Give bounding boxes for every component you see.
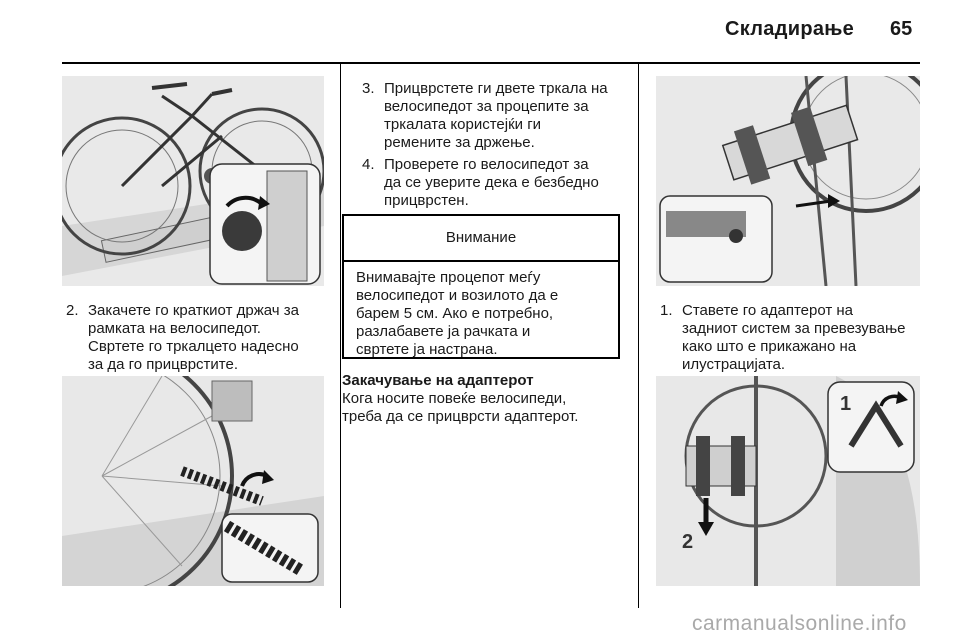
section-line-1: Кога носите повеќе велосипеди, xyxy=(342,390,567,407)
column-divider-right xyxy=(638,64,639,608)
warning-box xyxy=(342,214,620,359)
warning-body xyxy=(344,262,618,359)
warning-title: Внимание xyxy=(344,216,618,262)
step-2-line-2: рамката на велосипедот. xyxy=(88,320,261,337)
step-1-line-2: задниот систем за превезување xyxy=(682,320,906,337)
figure-label-1: 1 xyxy=(840,393,852,415)
step-2-number: 2. xyxy=(66,302,79,319)
warning-line-4: разлабавете ја рачката и xyxy=(356,323,531,340)
step-4-line-2: да се уверите дека е безбедно xyxy=(384,174,599,191)
step-3-line-1: Прицврстете ги двете тркала на xyxy=(384,80,608,97)
step-3-line-2: велосипедот за процепите за xyxy=(384,98,589,115)
step-4 xyxy=(362,156,634,210)
section-body xyxy=(342,390,632,426)
step-2-line-4: за да го прицврстите. xyxy=(88,356,239,373)
header-rule xyxy=(62,62,920,64)
step-1-line-1: Ставете го адаптерот на xyxy=(682,302,854,319)
page-title: Складирање xyxy=(725,18,855,40)
column-divider-left xyxy=(340,64,341,608)
illustration-adapter-mount xyxy=(656,76,920,286)
warning-line-1: Внимавајте процепот меѓу xyxy=(356,269,541,286)
step-2 xyxy=(66,302,338,374)
step-1-line-4: илустрацијата. xyxy=(682,356,786,373)
step-3 xyxy=(362,80,634,152)
step-3-number: 3. xyxy=(362,80,375,97)
section-title: Закачување на адаптерот xyxy=(342,372,534,389)
warning-line-5: свртете ја настрана. xyxy=(356,341,498,358)
figure-label-2: 2 xyxy=(682,531,694,553)
illustration-wheel-strap xyxy=(62,376,324,586)
step-1-line-3: како што е прикажано на xyxy=(682,338,857,355)
step-2-line-3: Свртете го тркалцето надесно xyxy=(88,338,299,355)
warning-line-3: барем 5 см. Ако е потребно, xyxy=(356,305,554,322)
step-4-line-1: Проверете го велосипедот за xyxy=(384,156,589,173)
step-2-line-1: Закачете го краткиот држач за xyxy=(88,302,299,319)
step-1-number: 1. xyxy=(660,302,673,319)
warning-line-2: велосипедот и возилото да е xyxy=(356,287,559,304)
step-4-number: 4. xyxy=(362,156,375,173)
illustration-bike-frame-holder xyxy=(62,76,324,286)
watermark: carmanualsonline.info xyxy=(692,612,907,635)
page-number: 65 xyxy=(890,18,913,40)
illustration-adapter-attach xyxy=(656,376,920,586)
step-3-line-4: ремените за држење. xyxy=(384,134,535,151)
step-1 xyxy=(660,302,930,374)
step-4-line-3: прицврстен. xyxy=(384,192,469,209)
step-3-line-3: тркалата користејќи ги xyxy=(384,116,542,133)
section-line-2: треба да се прицврсти адаптерот. xyxy=(342,408,579,425)
